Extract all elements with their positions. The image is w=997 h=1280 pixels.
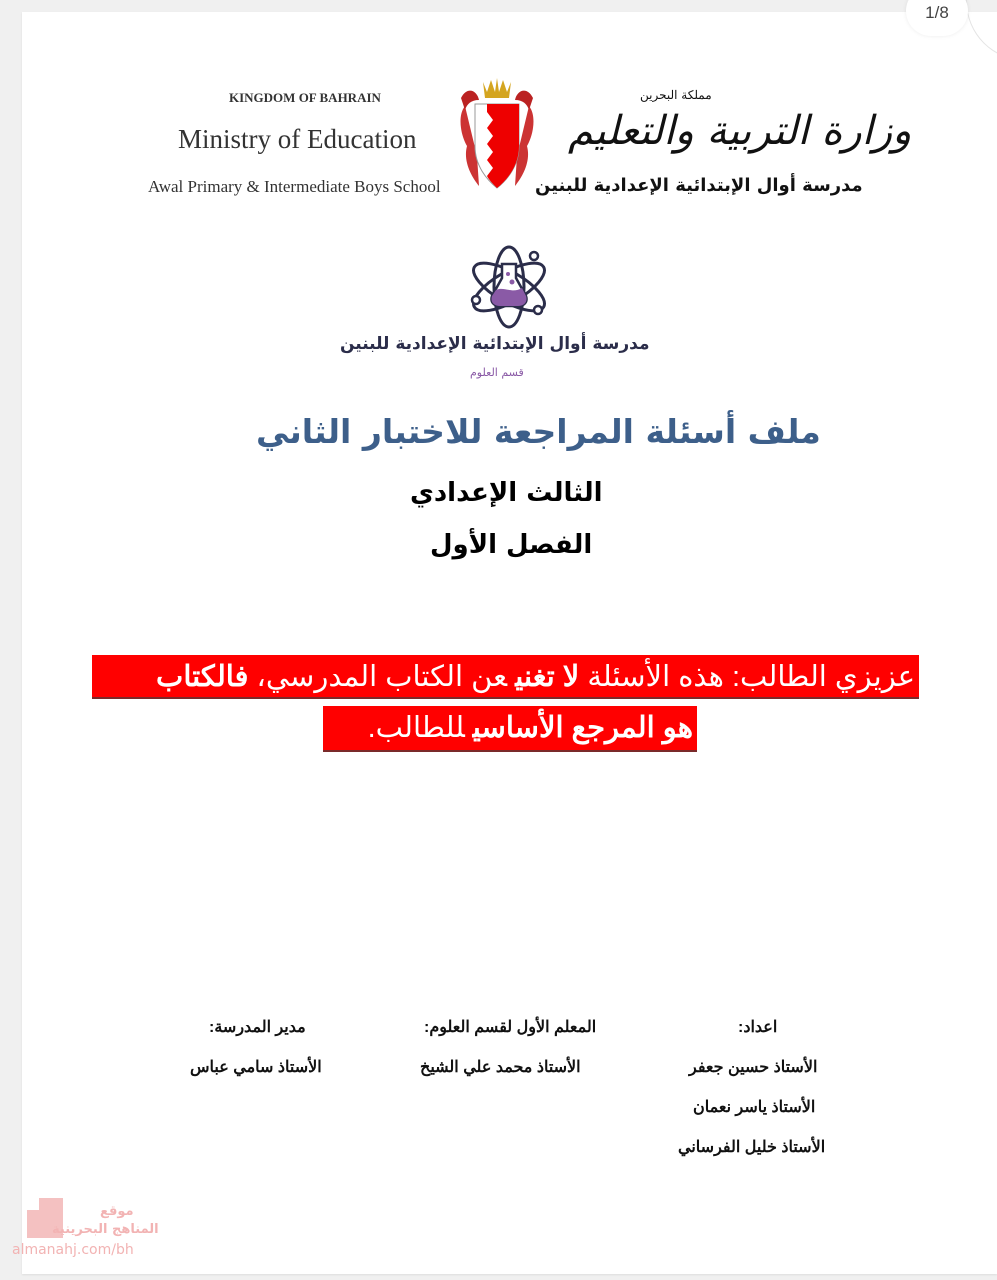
logo-school-name: مدرسة أوال الإبتدائية الإعدادية للبنين bbox=[340, 334, 650, 354]
header-ar-kingdom: مملكة البحرين bbox=[640, 88, 712, 102]
header-ar-ministry: وزارة التربية والتعليم bbox=[568, 108, 912, 154]
science-atom-logo-icon bbox=[466, 244, 552, 330]
head-teacher-name: الأستاذ محمد علي الشيخ bbox=[420, 1059, 581, 1076]
notice-text-1: عزيزي الطالب: هذه الأسئلة bbox=[587, 661, 915, 693]
notice-line-1 bbox=[92, 655, 919, 699]
notice-text-2: عن الكتاب المدرسي، bbox=[256, 661, 508, 693]
page-indicator: 1/8 bbox=[906, 0, 968, 36]
prepared-by-2: الأستاذ ياسر نعمان bbox=[693, 1099, 816, 1116]
header-ar-school: مدرسة أوال الإبتدائية الإعدادية للبنين bbox=[535, 175, 863, 196]
notice-bold-2: فالكتاب bbox=[156, 661, 249, 693]
notice-text-3: للطالب. bbox=[367, 712, 465, 744]
watermark-line-2: المناهج البحرينية bbox=[52, 1222, 159, 1237]
document-title: ملف أسئلة المراجعة للاختبار الثاني bbox=[256, 412, 821, 451]
watermark-square-small-icon bbox=[39, 1198, 63, 1212]
header-en-school: Awal Primary & Intermediate Boys School bbox=[148, 177, 441, 196]
notice-bold-3: هو المرجع الأساسي bbox=[472, 712, 693, 744]
watermark-url: almanahj.com/bh bbox=[12, 1242, 134, 1258]
prepared-by-3: الأستاذ خليل الفرساني bbox=[678, 1139, 826, 1156]
principal-label: مدير المدرسة: bbox=[209, 1019, 306, 1036]
document-grade: الثالث الإعدادي bbox=[410, 478, 603, 508]
notice-line-2 bbox=[323, 706, 697, 752]
watermark-line-1: موقع bbox=[100, 1204, 134, 1219]
prepared-by-1: الأستاذ حسين جعفر bbox=[689, 1059, 818, 1076]
bahrain-emblem-icon bbox=[457, 76, 537, 194]
head-teacher-label: المعلم الأول لقسم العلوم: bbox=[424, 1019, 597, 1036]
header-en-kingdom: KINGDOM OF BAHRAIN bbox=[229, 90, 381, 105]
site-watermark bbox=[12, 1196, 172, 1276]
header-en-ministry: Ministry of Education bbox=[178, 124, 417, 154]
document-page bbox=[22, 12, 997, 1274]
document-term: الفصل الأول bbox=[430, 530, 593, 560]
principal-name: الأستاذ سامي عباس bbox=[190, 1059, 322, 1076]
logo-department: قسم العلوم bbox=[470, 366, 524, 379]
prepared-label: اعداد: bbox=[738, 1019, 778, 1036]
notice-bold-1: لا تغني bbox=[515, 661, 580, 693]
